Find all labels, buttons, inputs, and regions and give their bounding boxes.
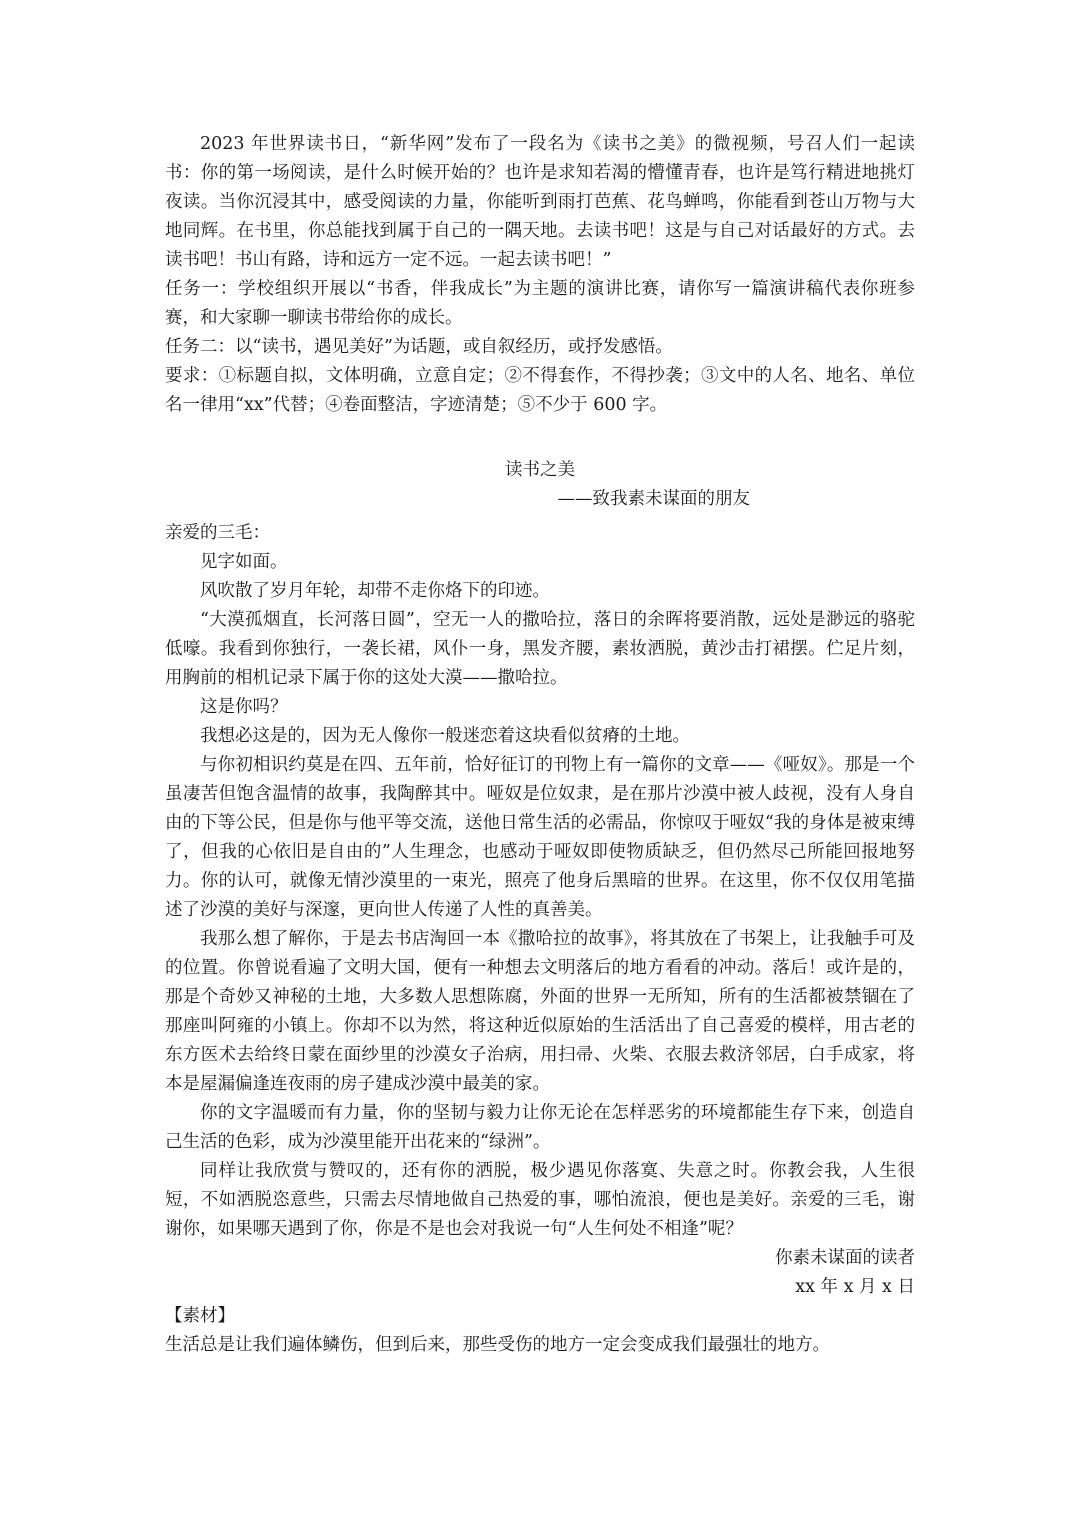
requirements: 要求：①标题自拟，文体明确，立意自定；②不得套作，不得抄袭；③文中的人名、地名、单位名一律用“xx”代替；④卷面整洁，字迹清楚；⑤不少于 600 字。 (165, 366, 915, 415)
essay-paragraph: 我那么想了解你，于是去书店淘回一本《撒哈拉的故事》，将其放在了书架上，让我触手可及的位置。你曾说看遍了文明大国，便有一种想去文明落后的地方看看的冲动。落后！或许是的，那是个奇妙又神秘的土地，大多数人思想陈腐，外面的世界一无所知，所有的生活都被禁锢在了那座叫阿雍的小镇上。你却不以为然，将这种近似原始的生活活出了自己喜爱的模样，用古老的东方医术去给终日蒙在面纱里的沙漠女子治病，用扫帚、火柴、衣服去救济邻居，白手成家，将本是屋漏偏逢连夜雨的房子建成沙漠中最美的家。 (165, 929, 915, 1094)
prompt-intro: 2023 年世界读书日，“新华网”发布了一段名为《读书之美》的微视频，号召人们一起读书：你的第一场阅读，是什么时候开始的？也许是求知若渴的懵懂青春，也许是笃行精进地挑灯夜读。当你沉浸其中，感受阅读的力量，你能听到雨打芭蕉、花鸟蝉鸣，你能看到苍山万物与大地同辉。在书里，你总能找到属于自己的一隅天地。去读书吧！这是与自己对话最好的方式。去读书吧！书山有路，诗和远方一定不远。一起去读书吧！” (165, 134, 915, 270)
document-content (165, 130, 915, 1360)
essay-paragraph: 与你初相识约莫是在四、五年前，恰好征订的刊物上有一篇你的文章——《哑奴》。那是一个虽凄苦但饱含温情的故事，我陶醉其中。哑奴是位奴隶，是在那片沙漠中被人歧视，没有人身自由的下等公民，但是你与他平等交流，送他日常生活的必需品，你惊叹于哑奴“我的身体是被束缚了，但我的心依旧是自由的”人生理念，也感动于哑奴即使物质缺乏，但仍然尽己所能回报地努力。你的认可，就像无情沙漠里的一束光，照亮了他身后黑暗的世界。在这里，你不仅仅用笔描述了沙漠的美好与深邃，更向世人传递了人性的真善美。 (165, 755, 915, 920)
essay-paragraph: 见字如面。 (200, 552, 288, 572)
task-two: 任务二：以“读书，遇见美好”为话题，或自叙经历，或抒发感悟。 (165, 337, 673, 357)
essay-paragraph: “大漠孤烟直，长河落日圆”，空无一人的撒哈拉，落日的余晖将要消散，远处是渺远的骆驼低嚎。我看到你独行，一袭长裙，风仆一身，黑发齐腰，素妆洒脱，黄沙击打裙摆。伫足片刻，用胸前的相机记录下属于你的这处大漠——撒哈拉。 (165, 610, 915, 688)
essay-paragraph: 我想必这是的，因为无人像你一般迷恋着这块看似贫瘠的土地。 (200, 726, 690, 746)
essay-salutation: 亲爱的三毛： (165, 523, 270, 543)
material-heading: 【素材】 (165, 1306, 235, 1326)
essay-title: 读书之美 (505, 460, 575, 480)
task-one: 任务一：学校组织开展以“书香，伴我成长”为主题的演讲比赛，请你写一篇演讲稿代表你班参赛，和大家聊一聊读书带给你的成长。 (165, 279, 915, 328)
essay-subtitle: ——致我素未谋面的朋友 (557, 489, 750, 509)
essay-paragraph: 你的文字温暖而有力量，你的坚韧与毅力让你无论在怎样恶劣的环境都能生存下来，创造自己生活的色彩，成为沙漠里能开出花来的“绿洲”。 (165, 1103, 915, 1152)
essay-signature: 你素未谋面的读者 (775, 1248, 915, 1268)
material-text: 生活总是让我们遍体鳞伤，但到后来，那些受伤的地方一定会变成我们最强壮的地方。 (165, 1335, 830, 1355)
essay-paragraph: 风吹散了岁月年轮，却带不走你烙下的印迹。 (200, 581, 550, 601)
essay-date: xx 年 x 月 x 日 (795, 1277, 915, 1297)
essay-paragraph: 同样让我欣赏与赞叹的，还有你的洒脱，极少遇见你落寞、失意之时。你教会我，人生很短，不如洒脱恣意些，只需去尽情地做自己热爱的事，哪怕流浪，便也是美好。亲爱的三毛，谢谢你，如果哪天遇到了你，你是不是也会对我说一句“人生何处不相逢”呢？ (165, 1161, 915, 1239)
essay-paragraph: 这是你吗？ (200, 697, 288, 717)
